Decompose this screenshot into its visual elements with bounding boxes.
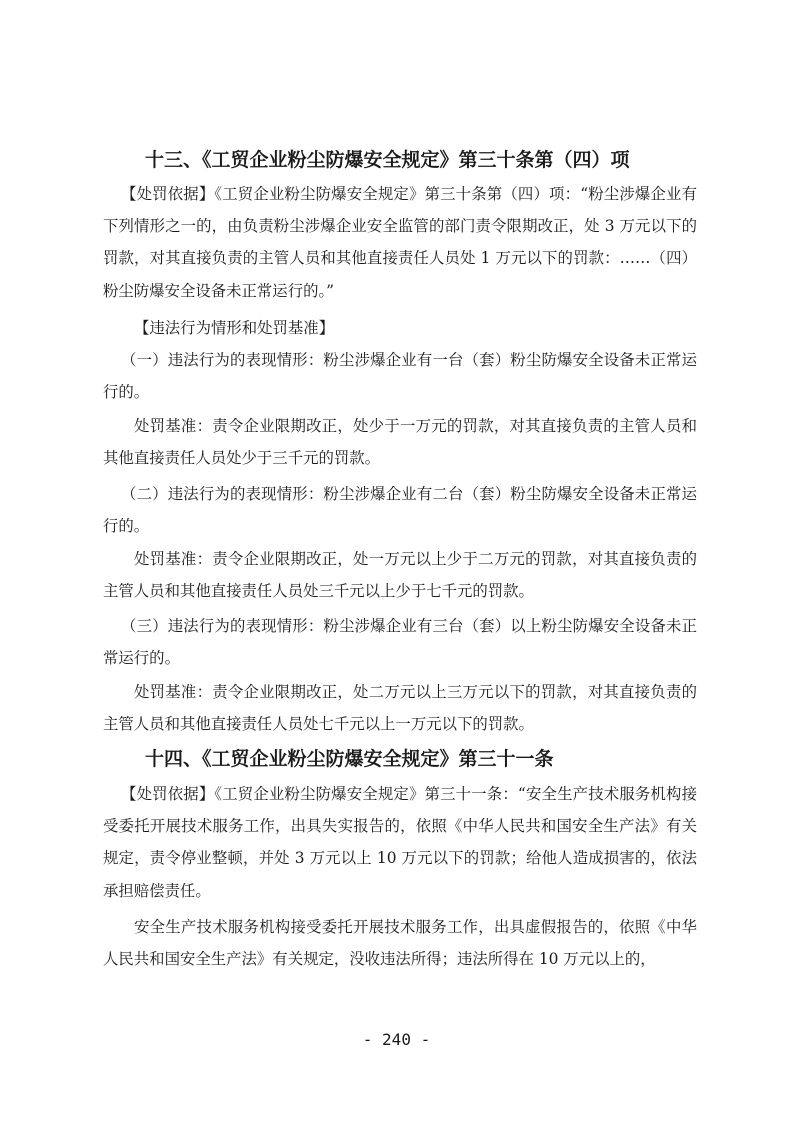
paragraph: 安全生产技术服务机构接受委托开展技术服务工作，出具虚假报告的，依照《中华人民共和国安全生产法》有关规定，没收违法所得；违法所得在 10 万元以上的，	[103, 918, 697, 969]
paragraph: （三）违法行为的表现情形：粉尘涉爆企业有三台（套）以上粉尘防爆安全设备未正常运行的。	[103, 617, 697, 668]
paragraph: （一）违法行为的表现情形：粉尘涉爆企业有一台（套）粉尘防爆安全设备未正常运行的。	[103, 351, 697, 402]
paragraph: 处罚基准：责令企业限期改正，处一万元以上少于二万元的罚款，对其直接负责的主管人员和其他直接责任人员处三千元以上少于七千元的罚款。	[103, 550, 697, 601]
paragraph: 处罚基准：责令企业限期改正，处二万元以上三万元以下的罚款，对其直接负责的主管人员和其他直接责任人员处七千元以上一万元以下的罚款。	[103, 683, 697, 734]
paragraph: 处罚基准：责令企业限期改正，处少于一万元的罚款，对其直接负责的主管人员和其他直接责任人员处少于三千元的罚款。	[103, 417, 697, 468]
page-number: - 240 -	[362, 1030, 431, 1049]
paragraph: 【处罚依据】《工贸企业粉尘防爆安全规定》第三十一条：“安全生产技术服务机构接受委托开展技术服务工作，出具失实报告的，依照《中华人民共和国安全生产法》有关规定，责令停业整顿，并处 3 万元以上 10 万元以下的罚款；给他人造成损害的，依法承担赔偿责任。	[103, 785, 697, 900]
paragraph: 【违法行为情形和处罚基准】	[134, 319, 335, 337]
paragraph: 【处罚依据】《工贸企业粉尘防爆安全规定》第三十条第（四）项：“粉尘涉爆企业有下列情形之一的，由负责粉尘涉爆企业安全监管的部门责令限期改正，处 3 万元以下的罚款，对其直接负责的主管人员和其他直接责任人员处 1 万元以下的罚款：……（四）粉尘防爆安全设备未正常运行的。”	[103, 185, 697, 300]
section-heading: 十三、《工贸企业粉尘防爆安全规定》第三十条第（四）项	[145, 149, 630, 171]
section-heading: 十四、《工贸企业粉尘防爆安全规定》第三十一条	[145, 748, 554, 770]
paragraph: （二）违法行为的表现情形：粉尘涉爆企业有二台（套）粉尘防爆安全设备未正常运行的。	[103, 485, 697, 536]
